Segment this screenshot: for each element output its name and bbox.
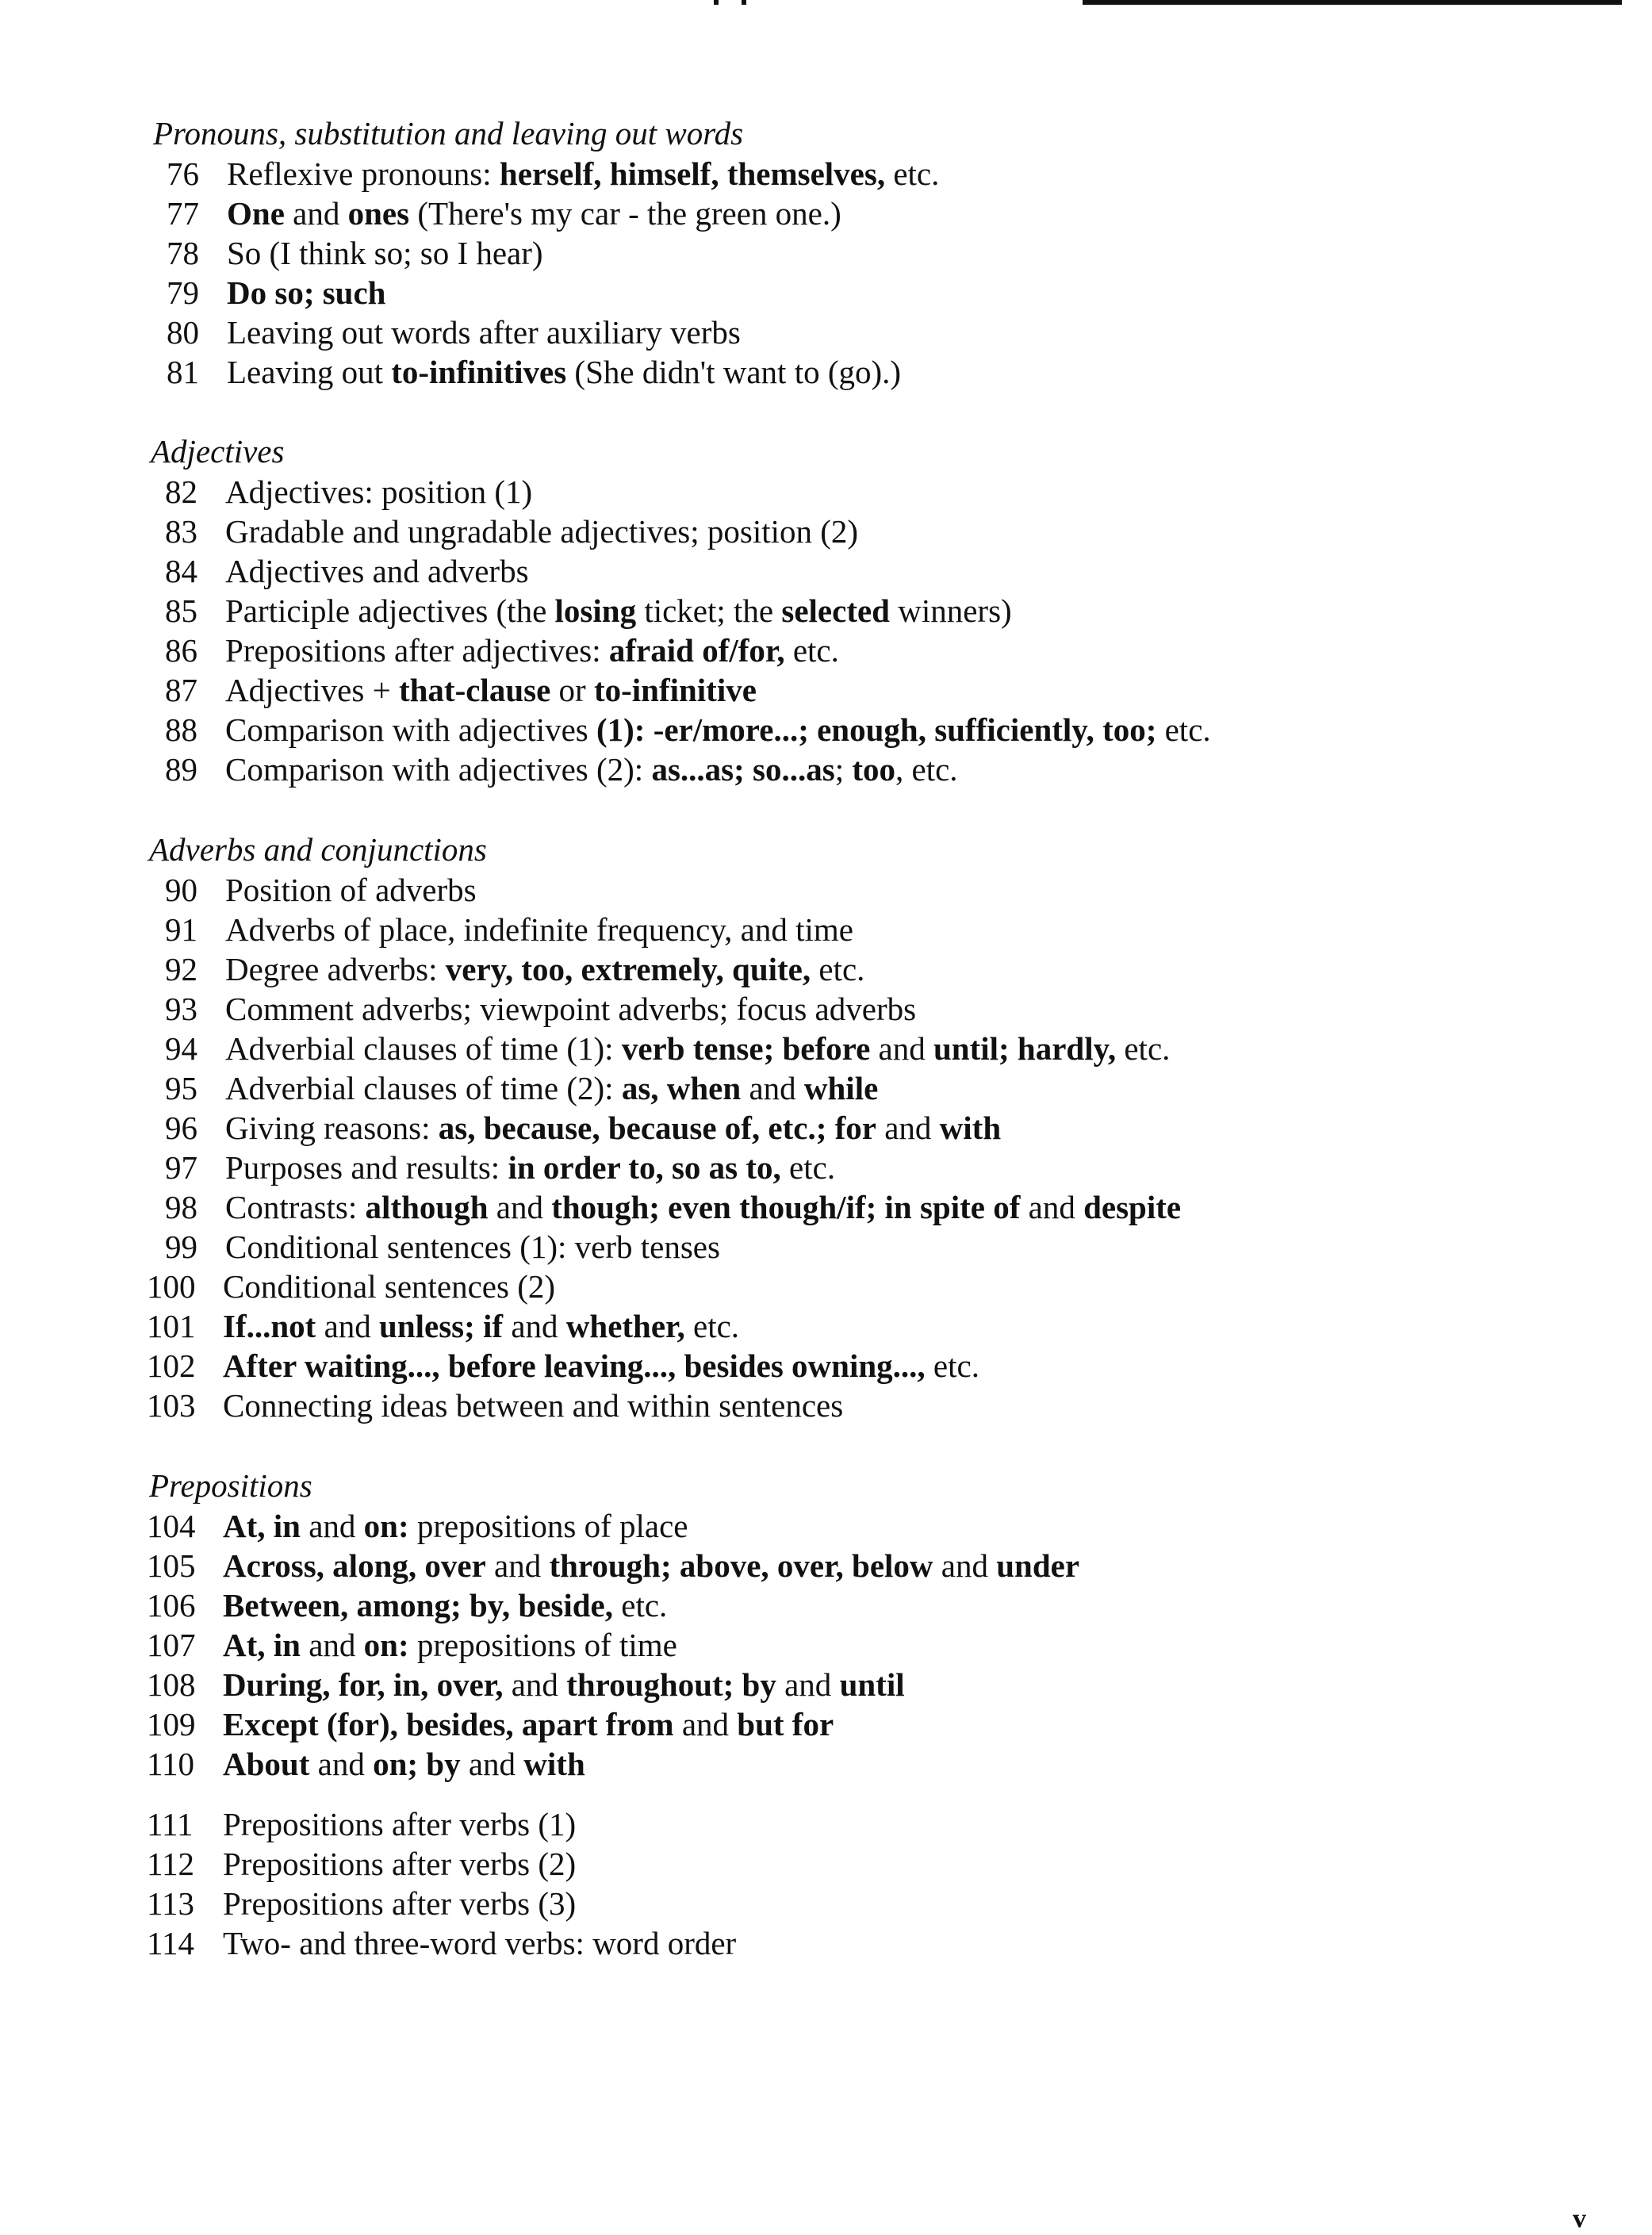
entry-title: Except (for), besides, apart from and but for (223, 1706, 834, 1742)
entry-title: Adjectives and adverbs (225, 553, 529, 589)
entry-number: 93 (165, 991, 197, 1027)
entry-title: Adjectives + that-clause or to-infinitive (225, 672, 757, 708)
section-title-adverbs-conjunctions: Adverbs and conjunctions (149, 831, 487, 868)
contents-entry (147, 1844, 576, 1884)
entry-title: Purposes and results: in order to, so as to, etc. (225, 1149, 836, 1186)
entry-title: Conditional sentences (2) (223, 1268, 556, 1305)
contents-entry (147, 1506, 688, 1546)
contents-entry (165, 949, 864, 989)
contents-entry (147, 1585, 667, 1625)
contents-entry (147, 1744, 585, 1784)
section-title-prepositions: Prepositions (149, 1467, 312, 1504)
entry-number: 95 (165, 1070, 197, 1106)
entry-number: 103 (147, 1387, 196, 1424)
entry-number: 79 (167, 274, 199, 311)
entry-title: Position of adverbs (225, 872, 477, 908)
top-edge-marks (0, 0, 1652, 8)
entry-title: If...not and unless; if and whether, etc. (223, 1308, 740, 1344)
contents-entry (167, 352, 901, 392)
contents-entry (167, 312, 741, 352)
entry-number: 109 (147, 1706, 196, 1742)
entry-title: Prepositions after verbs (3) (223, 1885, 577, 1922)
contents-entry (147, 1267, 555, 1306)
section-title-pronouns: Pronouns, substitution and leaving out words (153, 115, 744, 151)
contents-entry (165, 749, 958, 789)
entry-number: 81 (167, 354, 199, 390)
contents-entry (147, 1804, 576, 1844)
entry-title: So (I think so; so I hear) (227, 235, 543, 271)
page-number: v (1573, 2204, 1586, 2233)
entry-title: At, in and on: prepositions of place (223, 1508, 688, 1544)
entry-number: 92 (165, 951, 197, 987)
entry-number: 77 (167, 195, 199, 232)
entry-number: 105 (147, 1547, 196, 1584)
entry-title: After waiting..., before leaving..., besides owning..., etc. (223, 1348, 979, 1384)
entry-title: Comparison with adjectives (2): as...as; so...as; too, etc. (225, 751, 958, 788)
contents-entry (165, 1187, 1181, 1227)
entry-title: Adverbs of place, indefinite frequency, and time (225, 911, 853, 948)
entry-number: 104 (147, 1508, 196, 1544)
entry-title: Adverbial clauses of time (2): as, when and while (225, 1070, 879, 1106)
entry-number: 107 (147, 1627, 196, 1663)
contents-entry (165, 591, 1012, 631)
contents-entry (165, 1068, 878, 1108)
contents-entry (147, 1625, 677, 1665)
entry-title: Participle adjectives (the losing ticket; the selected winners) (225, 592, 1012, 629)
entry-title: Across, along, over and through; above, over, below and under (223, 1547, 1080, 1584)
entry-number: 80 (167, 314, 199, 351)
contents-entry (165, 1108, 1001, 1148)
entry-number: 82 (165, 473, 197, 510)
contents-entry (165, 512, 858, 551)
entry-number: 112 (147, 1846, 194, 1882)
contents-entry (165, 551, 529, 591)
contents-entry (165, 1227, 720, 1267)
contents-entry (167, 194, 841, 233)
entry-number: 76 (167, 155, 199, 192)
contents-entry (165, 870, 477, 910)
entry-number: 99 (165, 1229, 197, 1265)
entry-number: 83 (165, 513, 197, 550)
contents-entry (165, 910, 853, 949)
contents-entry (147, 1346, 979, 1386)
entry-title: About and on; by and with (223, 1746, 585, 1782)
entry-title: Contrasts: although and though; even though/if; in spite of and despite (225, 1189, 1182, 1225)
entry-title: Prepositions after adjectives: afraid of/for, etc. (225, 632, 839, 669)
contents-entry (167, 233, 543, 273)
entry-number: 94 (165, 1030, 197, 1067)
contents-entry (147, 1386, 843, 1425)
entry-number: 96 (165, 1110, 197, 1146)
entry-title: Between, among; by, beside, etc. (223, 1587, 668, 1624)
entry-number: 111 (147, 1806, 194, 1842)
entry-title: Adjectives: position (1) (225, 473, 533, 510)
entry-number: 90 (165, 872, 197, 908)
entry-number: 108 (147, 1666, 196, 1703)
entry-title: At, in and on: prepositions of time (223, 1627, 677, 1663)
contents-entry (147, 1923, 736, 1963)
contents-entry (165, 989, 916, 1029)
entry-title: Conditional sentences (1): verb tenses (225, 1229, 720, 1265)
entry-number: 86 (165, 632, 197, 669)
entry-number: 89 (165, 751, 197, 788)
entry-title: Comparison with adjectives (1): -er/more...; enough, sufficiently, too; etc. (225, 711, 1211, 748)
contents-entry (147, 1306, 739, 1346)
entry-title: Two- and three-word verbs: word order (223, 1925, 737, 1961)
section-title-adjectives: Adjectives (151, 433, 285, 470)
contents-entry (165, 472, 532, 512)
entry-title: Comment adverbs; viewpoint adverbs; focus adverbs (225, 991, 917, 1027)
entry-number: 100 (147, 1268, 196, 1305)
contents-entry (165, 670, 757, 710)
entry-number: 84 (165, 553, 197, 589)
entry-number: 113 (147, 1885, 194, 1922)
contents-entry (165, 631, 839, 670)
entry-title: Leaving out to-infinitives (She didn't want to (go).) (227, 354, 902, 390)
entry-title: Prepositions after verbs (2) (223, 1846, 577, 1882)
entry-title: Reflexive pronouns: herself, himself, themselves, etc. (227, 155, 940, 192)
entry-number: 98 (165, 1189, 197, 1225)
entry-number: 91 (165, 911, 197, 948)
contents-entry (147, 1546, 1079, 1585)
contents-entry (165, 1029, 1170, 1068)
entry-title: Degree adverbs: very, too, extremely, quite, etc. (225, 951, 865, 987)
entry-title: Do so; such (227, 274, 386, 311)
entry-title: Adverbial clauses of time (1): verb tense; before and until; hardly, etc. (225, 1030, 1171, 1067)
entry-number: 106 (147, 1587, 196, 1624)
contents-entry (147, 1665, 905, 1704)
contents-entry (147, 1884, 576, 1923)
entry-number: 85 (165, 592, 197, 629)
entry-number: 88 (165, 711, 197, 748)
entry-number: 101 (147, 1308, 196, 1344)
entry-title: Giving reasons: as, because, because of, etc.; for and with (225, 1110, 1002, 1146)
entry-number: 114 (147, 1925, 194, 1961)
contents-entry (165, 1148, 835, 1187)
contents-entry (167, 273, 385, 312)
entry-title: Prepositions after verbs (1) (223, 1806, 577, 1842)
entry-number: 87 (165, 672, 197, 708)
entry-title: Gradable and ungradable adjectives; position (2) (225, 513, 859, 550)
entry-title: One and ones (There's my car - the green one.) (227, 195, 841, 232)
entry-number: 102 (147, 1348, 196, 1384)
entry-title: During, for, in, over, and throughout; by and until (223, 1666, 905, 1703)
entry-number: 78 (167, 235, 199, 271)
contents-entry (165, 710, 1211, 749)
entry-title: Connecting ideas between and within sentences (223, 1387, 844, 1424)
entry-number: 97 (165, 1149, 197, 1186)
entry-number: 110 (147, 1746, 194, 1782)
contents-entry (147, 1704, 834, 1744)
entry-title: Leaving out words after auxiliary verbs (227, 314, 741, 351)
contents-entry (167, 154, 939, 194)
